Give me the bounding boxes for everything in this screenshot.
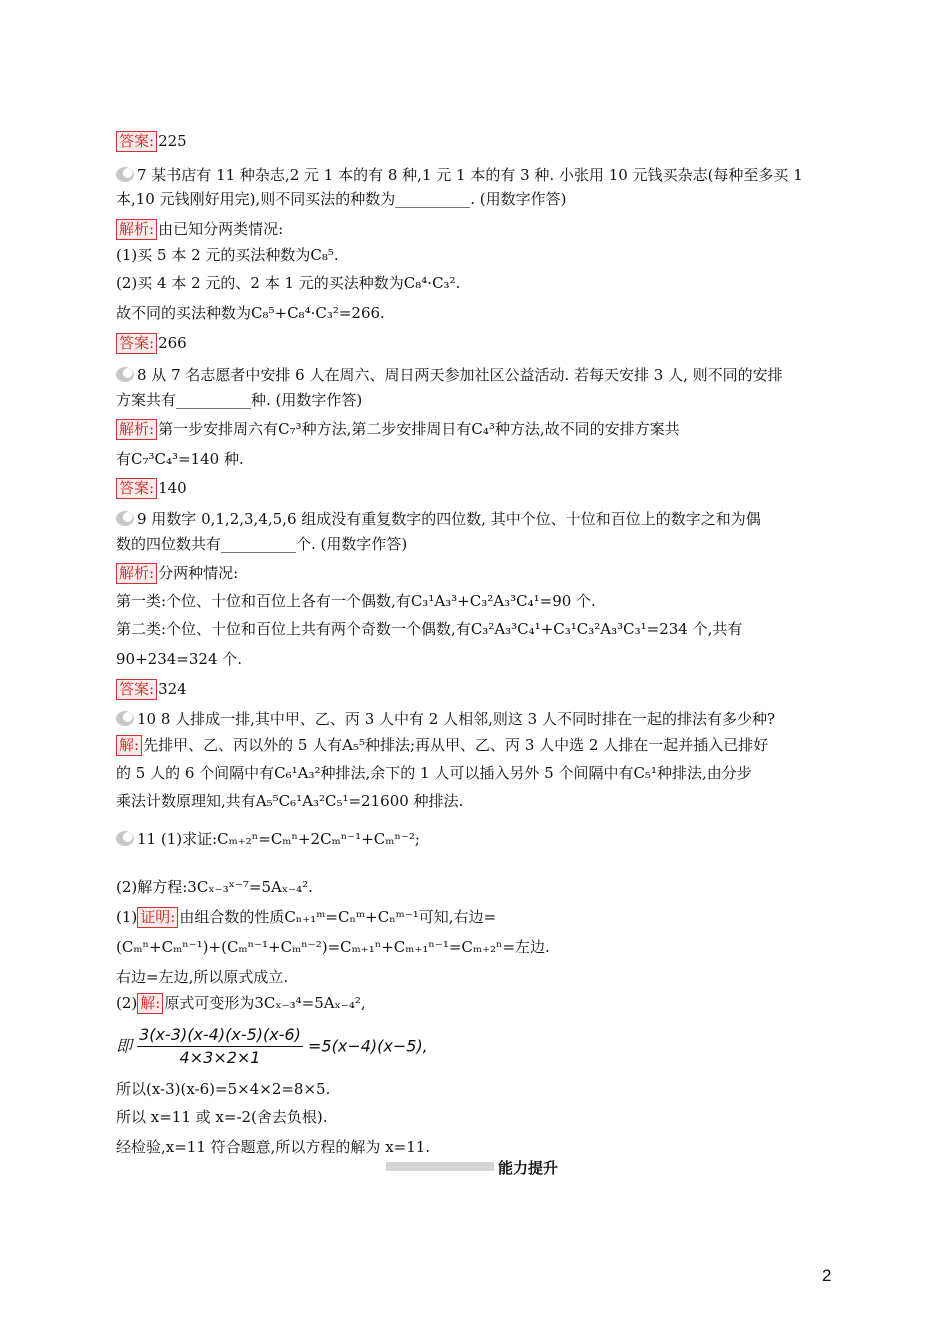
analysis-tag: 解析: [116, 219, 157, 240]
answer-text: 140 [158, 479, 187, 497]
fraction-numerator: 3(x-3)(x-4)(x-5)(x-6) [137, 1024, 303, 1047]
answer-text: 266 [158, 334, 187, 352]
question-11-line-1 [116, 828, 420, 850]
solution-text: 原式可变形为3Cₓ₋₃⁴=5Aₓ₋₄², [164, 994, 366, 1012]
analysis-line [116, 218, 283, 240]
solution-line [116, 992, 366, 1014]
question-text: 9 用数字 0,1,2,3,4,5,6 组成没有重复数字的四位数, 其中个位、十位和百位上的数字之和为偶 [137, 510, 761, 528]
part-label: (1) [116, 908, 138, 926]
question-8-line-1 [116, 364, 783, 386]
analysis-tag: 解析: [116, 419, 157, 440]
question-8-line-2: 方案共有__________种. (用数字作答) [116, 391, 363, 409]
answer-line [116, 332, 187, 354]
solution-line [116, 734, 768, 756]
answer-text: 225 [158, 132, 187, 150]
solution-line: 第一类:个位、十位和百位上各有一个偶数,有C₃¹A₃³+C₃²A₃³C₄¹=90 个. [116, 592, 596, 610]
question-10-line [116, 708, 775, 730]
analysis-line [116, 562, 238, 584]
question-9-line-2: 数的四位数共有__________个. (用数字作答) [116, 535, 408, 553]
fraction [137, 1024, 303, 1069]
solution-tag: 解: [137, 993, 163, 1014]
solution-line: 经检验,x=11 符合题意,所以方程的解为 x=11. [116, 1138, 431, 1156]
question-marker-icon [116, 511, 134, 526]
page-number: 2 [822, 1266, 832, 1285]
question-marker-icon [116, 167, 134, 182]
solution-line: 乘法计数原理知,共有A₅⁵C₆¹A₃²C₅¹=21600 种排法. [116, 792, 464, 810]
part-label: (2) [116, 994, 138, 1012]
proof-line: 右边=左边,所以原式成立. [116, 968, 289, 986]
analysis-text: 分两种情况: [158, 564, 239, 582]
section-title: 能力提升 [498, 1159, 559, 1177]
solution-line: 的 5 人的 6 个间隔中有C₆¹A₃²种排法,余下的 1 人可以插入另外 5 个间隔中有C₅¹种排法,由分步 [116, 764, 752, 782]
answer-line [116, 678, 187, 700]
fraction-equation [116, 1024, 428, 1069]
proof-text: 由组合数的性质Cₙ₊₁ᵐ=Cₙᵐ+Cₙᵐ⁻¹可知,右边= [179, 908, 497, 926]
answer-tag: 答案: [116, 131, 157, 152]
solution-line: 有C₇³C₄³=140 种. [116, 450, 244, 468]
question-7-line-1 [116, 164, 803, 186]
analysis-text: 第一步安排周六有C₇³种方法,第二步安排周日有C₄³种方法,故不同的安排方案共 [158, 420, 680, 438]
question-text: 7 某书店有 11 种杂志,2 元 1 本的有 8 种,1 元 1 本的有 3 种. 小张用 10 元钱买杂志(每种至多买 1 [137, 166, 803, 184]
question-marker-icon [116, 831, 134, 846]
solution-line: 第二类:个位、十位和百位上共有两个奇数一个偶数,有C₃²A₃³C₄¹+C₃¹C₃²A₃³C₃¹=234 个,共有 [116, 620, 743, 638]
answer-text: 324 [158, 680, 187, 698]
analysis-line [116, 418, 680, 440]
analysis-tag: 解析: [116, 563, 157, 584]
question-marker-icon [116, 367, 134, 382]
solution-line: 所以(x-3)(x-6)=5×4×2=8×5. [116, 1080, 331, 1098]
answer-tag: 答案: [116, 679, 157, 700]
fraction-denominator: 4×3×2×1 [179, 1048, 261, 1067]
fraction-rhs: =5(x−4)(x−5), [308, 1036, 428, 1056]
proof-tag: 证明: [137, 907, 178, 928]
answer-line [116, 130, 187, 152]
question-7-line-2: 本,10 元钱刚好用完),则不同买法的种数为__________. (用数字作答) [116, 190, 567, 208]
question-text: 11 (1)求证:Cₘ₊₂ⁿ=Cₘⁿ+2Cₘⁿ⁻¹+Cₘⁿ⁻²; [137, 830, 420, 848]
question-11-line-2: (2)解方程:3Cₓ₋₃ˣ⁻⁷=5Aₓ₋₄². [116, 878, 313, 896]
solution-line: (1)买 5 本 2 元的买法种数为C₈⁵. [116, 246, 339, 264]
solution-line: 所以 x=11 或 x=-2(舍去负根). [116, 1108, 328, 1126]
question-9-line-1 [116, 508, 761, 530]
solution-tag: 解: [116, 735, 142, 756]
section-divider-bar [386, 1162, 494, 1171]
proof-line: (Cₘⁿ+Cₘⁿ⁻¹)+(Cₘⁿ⁻¹+Cₘⁿ⁻²)=Cₘ₊₁ⁿ+Cₘ₊₁ⁿ⁻¹=Cₘ₊₂ⁿ=左边. [116, 938, 550, 956]
answer-tag: 答案: [116, 333, 157, 354]
solution-line: 故不同的买法种数为C₈⁵+C₈⁴·C₃²=266. [116, 304, 385, 322]
answer-line [116, 477, 187, 499]
analysis-text: 由已知分两类情况: [158, 220, 284, 238]
solution-line: (2)买 4 本 2 元的、2 本 1 元的买法种数为C₈⁴·C₃². [116, 274, 461, 292]
fraction-lead: 即 [116, 1036, 133, 1056]
proof-line [116, 906, 496, 928]
answer-tag: 答案: [116, 478, 157, 499]
question-text: 8 从 7 名志愿者中安排 6 人在周六、周日两天参加社区公益活动. 若每天安排 3 人, 则不同的安排 [137, 366, 783, 384]
solution-text: 先排甲、乙、丙以外的 5 人有A₅⁵种排法;再从甲、乙、丙 3 人中选 2 人排在一起并插入已排好 [143, 736, 769, 754]
solution-line: 90+234=324 个. [116, 650, 243, 668]
question-text: 10 8 人排成一排,其中甲、乙、丙 3 人中有 2 人相邻,则这 3 人不同时排在一起的排法有多少种? [137, 710, 775, 728]
question-marker-icon [116, 711, 134, 726]
